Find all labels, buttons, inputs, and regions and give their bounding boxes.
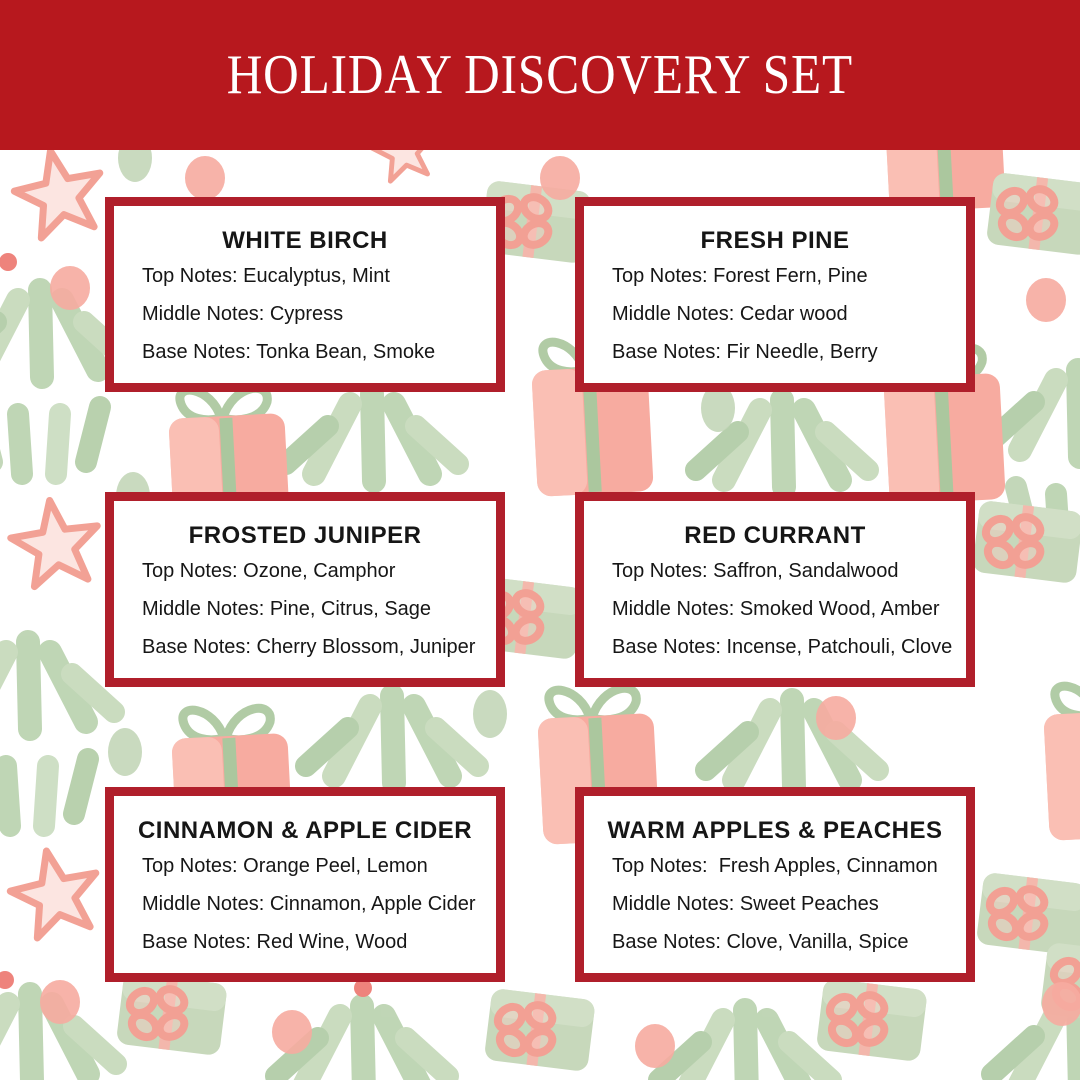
- green-gift-icon: [986, 172, 1080, 256]
- green-tree-icon: [659, 1010, 831, 1080]
- red-dot-icon: [0, 971, 14, 989]
- cards-grid: [105, 197, 975, 982]
- pink-star-icon: [6, 494, 104, 589]
- pink-dot-icon: [1026, 278, 1066, 322]
- note-line: Top Notes: Eucalyptus, Mint: [142, 265, 390, 287]
- fragrance-notes: [584, 561, 966, 658]
- fragrance-card: [105, 197, 505, 392]
- green-tree-icon: [0, 642, 114, 826]
- pink-dot-icon: [635, 1024, 675, 1068]
- note-line: Middle Notes: Pine, Citrus, Sage: [142, 598, 432, 620]
- pink-dot-icon: [50, 266, 90, 310]
- fragrance-name: RED CURRANT: [684, 522, 866, 549]
- note-line: Base Notes: Fir Needle, Berry: [612, 341, 878, 363]
- fragrance-card: [105, 492, 505, 687]
- fragrance-notes: [584, 856, 966, 953]
- note-line: Top Notes: Ozone, Camphor: [142, 560, 396, 582]
- fragrance-name: FROSTED JUNIPER: [188, 522, 422, 549]
- note-line: Base Notes: Cherry Blossom, Juniper: [142, 636, 476, 658]
- red-gift-icon: [1043, 684, 1080, 841]
- note-line: Middle Notes: Cedar wood: [612, 303, 848, 325]
- fragrance-name: WHITE BIRCH: [222, 227, 388, 254]
- note-line: Top Notes: Forest Fern, Pine: [612, 265, 868, 287]
- fragrance-card: [105, 787, 505, 982]
- green-gift-icon: [972, 500, 1080, 584]
- fragrance-name: FRESH PINE: [700, 227, 850, 254]
- fragrance-name: CINNAMON & APPLE CIDER: [137, 817, 473, 844]
- green-gift-icon: [116, 972, 228, 1056]
- note-line: Top Notes: Orange Peel, Lemon: [142, 855, 428, 877]
- note-line: Middle Notes: Cinnamon, Apple Cider: [142, 893, 476, 915]
- fragrance-card: [575, 492, 975, 687]
- note-line: Base Notes: Red Wine, Wood: [142, 931, 408, 953]
- banner: [0, 0, 1080, 150]
- note-line: Base Notes: Incense, Patchouli, Clove: [612, 636, 953, 658]
- fragrance-card: [575, 787, 975, 982]
- note-line: Base Notes: Clove, Vanilla, Spice: [612, 931, 909, 953]
- note-line: Middle Notes: Sweet Peaches: [612, 893, 879, 915]
- fragrance-name: WARM APPLES & PEACHES: [607, 817, 943, 844]
- pink-star-icon: [8, 142, 111, 242]
- green-gift-icon: [816, 978, 928, 1062]
- pink-dot-icon: [185, 156, 225, 200]
- green-gift-icon: [484, 988, 596, 1072]
- pink-dot-icon: [40, 980, 80, 1024]
- green-gift-icon: [976, 872, 1080, 956]
- pink-dot-icon: [540, 156, 580, 200]
- fragrance-card: [575, 197, 975, 392]
- fragrance-notes: [114, 266, 496, 363]
- red-dot-icon: [0, 253, 17, 271]
- note-line: Top Notes: Fresh Apples, Cinnamon: [612, 855, 938, 877]
- note-line: Middle Notes: Smoked Wood, Amber: [612, 598, 940, 620]
- fragrance-notes: [584, 266, 966, 363]
- note-line: Middle Notes: Cypress: [142, 303, 344, 325]
- pink-dot-icon: [272, 1010, 312, 1054]
- fragrance-notes: [114, 856, 496, 953]
- fragrance-notes: [114, 561, 496, 658]
- note-line: Base Notes: Tonka Bean, Smoke: [142, 341, 436, 363]
- note-line: Top Notes: Saffron, Sandalwood: [612, 560, 899, 582]
- page-title: HOLIDAY DISCOVERY SET: [226, 44, 854, 106]
- pink-star-icon: [4, 842, 107, 942]
